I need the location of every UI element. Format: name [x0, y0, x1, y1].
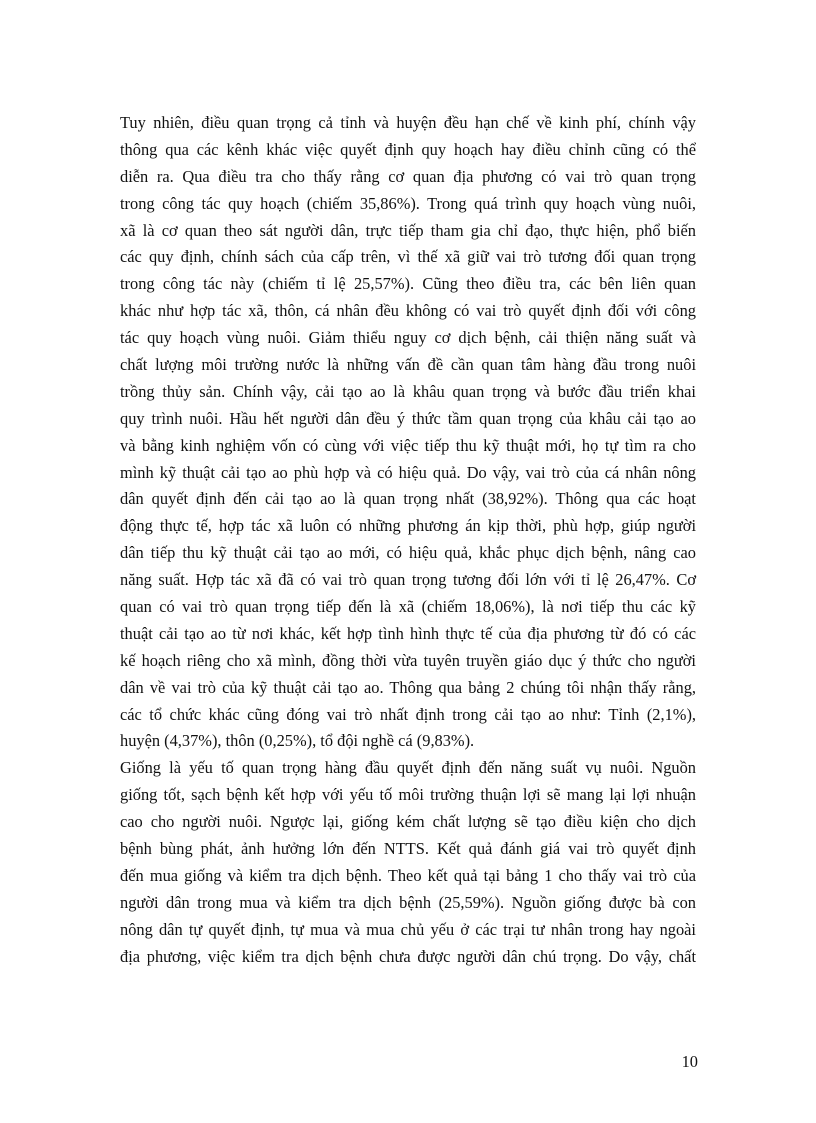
text-line: quy trình nuôi. Hầu hết người dân đều ý thức tầm quan trọng của khâu cải tạo ao: [120, 408, 696, 428]
text-line: kế hoạch riêng cho xã mình, đồng thời vừa tuyên truyền giáo dục ý thức cho người: [120, 650, 696, 670]
text-line: khác như hợp tác xã, thôn, cá nhân đều không có vai trò quyết định đối với công: [120, 301, 696, 321]
text-line: trong công tác quy hoạch (chiếm 35,86%). Trong quá trình quy hoạch vùng nuôi,: [120, 193, 696, 213]
paragraph-1: [120, 110, 696, 755]
text-line: trồng thủy sản. Chính vậy, cải tạo ao là khâu quan trọng và bước đầu triển khai: [120, 381, 696, 401]
text-line: động thực tế, hợp tác xã luôn có những phương án kịp thời, phù hợp, giúp người: [120, 516, 696, 536]
text-line: nông dân tự quyết định, tự mua và mua chủ yếu ở các trại tư nhân trong hay ngoài: [120, 919, 696, 939]
text-line: diễn ra. Qua điều tra cho thấy rằng cơ quan địa phương có vai trò quan trọng: [120, 166, 696, 186]
text-line: trong công tác này (chiếm tỉ lệ 25,57%). Cũng theo điều tra, các bên liên quan: [120, 274, 696, 294]
text-line: Tuy nhiên, điều quan trọng cả tỉnh và huyện đều hạn chế về kinh phí, chính vậy: [120, 113, 696, 132]
text-line: bệnh bùng phát, ảnh hưởng lớn đến NTTS. Kết quả đánh giá vai trò quyết định: [120, 839, 696, 859]
body-text: [120, 110, 696, 971]
text-line: các quy định, chính sách của cấp trên, vì thế xã giữ vai trò tương đối quan trọng: [120, 247, 696, 267]
text-line: thuật cải tạo ao từ nơi khác, kết hợp tình hình thực tế của địa phương từ đó có các: [120, 623, 696, 643]
text-line: mình kỹ thuật cải tạo ao phù hợp và có hiệu quả. Do vậy, vai trò của cá nhân nông: [120, 462, 696, 482]
text-line: xã là cơ quan theo sát người dân, trực tiếp tham gia chỉ đạo, thực hiện, phổ biến: [120, 220, 696, 240]
text-line: dân về vai trò của kỹ thuật cải tạo ao. Thông qua bảng 2 chúng tôi nhận thấy rằng,: [120, 677, 696, 697]
text-line: dân quyết định đến cải tạo ao là quan trọng nhất (38,92%). Thông qua các hoạt: [120, 489, 696, 509]
text-line: năng suất. Hợp tác xã đã có vai trò quan trọng tương đối lớn với tỉ lệ 26,47%. Cơ: [120, 570, 696, 590]
text-line: quan có vai trò quan trọng tiếp đến là xã (chiếm 18,06%), là nơi tiếp thu các kỹ: [120, 597, 696, 617]
text-line: huyện (4,37%), thôn (0,25%), tổ đội nghề cá (9,83%).: [120, 731, 475, 751]
text-line: giống tốt, sạch bệnh kết hợp với yếu tố môi trường thuận lợi sẽ mang lại lợi nhuận: [120, 785, 696, 805]
text-line: người dân trong mua và kiểm tra dịch bệnh (25,59%). Nguồn giống được bà con: [120, 892, 696, 912]
text-line: cao cho người nuôi. Ngược lại, giống kém chất lượng sẽ tạo điều kiện cho dịch: [120, 812, 696, 832]
text-line: đến mua giống và kiểm tra dịch bệnh. Theo kết quả tại bảng 1 cho thấy vai trò của: [120, 865, 696, 885]
page-number: 10: [681, 1052, 698, 1071]
text-line: chất lượng môi trường nước là những vấn đề cần quan tâm hàng đầu trong nuôi: [120, 355, 696, 375]
text-line: thông qua các kênh khác việc quyết định quy hoạch hay điều chỉnh cũng có thể: [120, 139, 696, 159]
text-line: địa phương, việc kiểm tra dịch bệnh chưa được người dân chú trọng. Do vậy, chất: [120, 946, 696, 966]
text-line: tác quy hoạch vùng nuôi. Giảm thiểu nguy cơ dịch bệnh, cải thiện năng suất và: [120, 328, 696, 348]
text-line: và bằng kinh nghiệm vốn có cùng với việc tiếp thu kỹ thuật mới, họ tự tìm ra cho: [120, 435, 696, 455]
text-line: các tổ chức khác cũng đóng vai trò nhất định trong cải tạo ao như: Tỉnh (2,1%),: [120, 704, 696, 724]
text-line: Giống là yếu tố quan trọng hàng đầu quyết định đến năng suất vụ nuôi. Nguồn: [120, 758, 696, 778]
paragraph-2: [120, 755, 696, 970]
text-line: dân tiếp thu kỹ thuật cải tạo ao mới, có hiệu quả, khắc phục dịch bệnh, nâng cao: [120, 543, 696, 563]
